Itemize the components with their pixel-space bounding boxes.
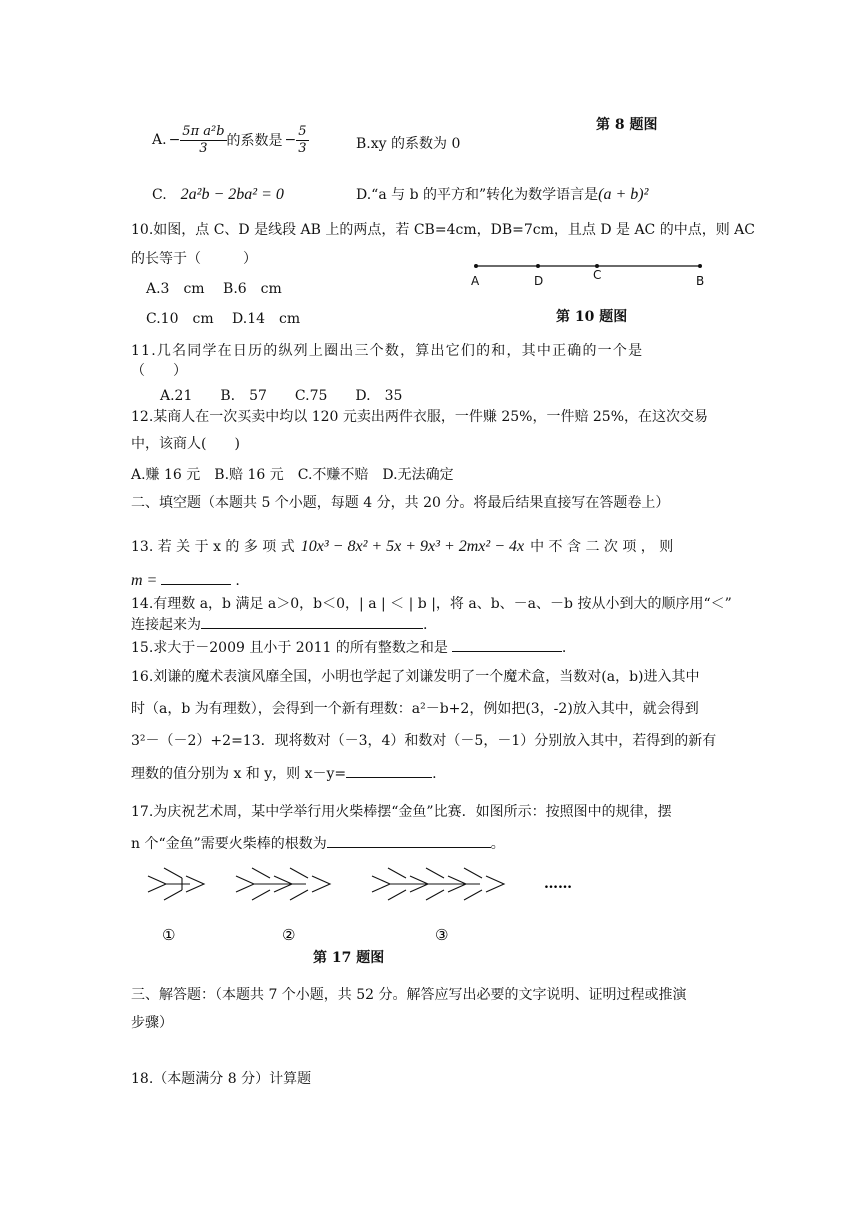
q10-options-ab: A.3 cm B.6 cm	[146, 281, 282, 297]
q16-line1: 16.刘谦的魔术表演风靡全国，小明也学起了刘谦发明了一个魔术盒，当数对(a，b)进入其中	[131, 669, 700, 685]
q9-option-b: B.xy 的系数为 0	[356, 136, 461, 152]
fish-1	[148, 868, 204, 900]
q12-line1: 12.某商人在一次买卖中均以 120 元卖出两件衣服，一件赚 25%，一件赔 25%，在这次交易	[131, 409, 709, 425]
q9-a-fraction: $\frac{\text{5π a²b}}{3}$	[182, 123, 225, 156]
q15-answer-blank[interactable]	[452, 637, 562, 652]
q9-a-prefix: A.	[152, 132, 167, 148]
fish-label-3: ③	[435, 926, 449, 944]
q13-line2: m = .	[131, 572, 240, 589]
label-b: B	[696, 274, 705, 288]
q15: 15.求大于－2009 且小于 2011 的所有整数之和是 .	[131, 637, 566, 657]
q10-options-cd: C.10 cm D.14 cm	[146, 311, 301, 327]
q9-option-a: A. − $\frac{\text{5π a²b}}{3}$ 的系数是 − $\frac{5}{3}$	[152, 123, 307, 156]
q17-line2: n 个“金鱼”需要火柴棒的根数为 。	[131, 833, 505, 853]
point-d	[536, 264, 540, 268]
fish-ellipsis: ……	[544, 876, 572, 892]
fig8-caption: 第 8 题图	[596, 117, 658, 133]
fig17-caption: 第 17 题图	[313, 950, 385, 966]
section3-line1: 三、解答题：（本题共 7 个小题，共 52 分。解答应写出必要的文字说明、证明过程或推演	[131, 987, 687, 1003]
q16-answer-blank[interactable]	[346, 763, 432, 778]
q16-line4: 理数的值分别为 x 和 y，则 x－y= .	[131, 763, 437, 783]
q9-option-d: D.“a 与 b 的平方和”转化为数学语言是 (a + b)²	[356, 186, 649, 203]
q13-answer-blank[interactable]	[161, 570, 231, 585]
q10-line2: 的长等于（ ）	[131, 251, 257, 267]
q9-a-text: 的系数是	[226, 133, 283, 149]
q10-line1: 10.如图，点 C、D 是线段 AB 上的两点，若 CB=4cm，DB=7cm，且点 D 是 AC 的中点，则 AC	[131, 222, 755, 238]
q17-line1: 17.为庆祝艺术周，某中学举行用火柴棒摆“金鱼”比赛．如图所示：按照图中的规律，摆	[131, 804, 672, 820]
q11-options: A.21 B. 57 C.75 D. 35	[160, 388, 403, 404]
q14-line1: 14.有理数 a，b 满足 a＞0，b＜0，| a | ＜ | b |，将 a、b、－a、－b 按从小到大的顺序用“＜”	[131, 596, 732, 612]
fish-label-1: ①	[162, 926, 176, 944]
point-b	[698, 264, 702, 268]
q14-answer-blank[interactable]	[201, 614, 423, 629]
fig10-caption: 第 10 题图	[556, 309, 628, 325]
label-c: C	[593, 268, 602, 282]
q13-polynomial: 10x³ − 8x² + 5x + 9x³ + 2mx² − 4x	[300, 538, 525, 555]
q17-matchstick-figure	[140, 858, 610, 948]
q9-d-expression: (a + b)²	[598, 186, 649, 203]
section3-line2: 步骤）	[131, 1015, 173, 1031]
q12-line2: 中，该商人( )	[131, 436, 240, 452]
q14-line2: 连接起来为 .	[131, 614, 427, 634]
q11-line1: 11.几名同学在日历的纵列上圈出三个数，算出它们的和，其中正确的一个是	[131, 343, 644, 359]
q16-line3: 3²－（－2）+2=13．现将数对（－3，4）和数对（－5，－1）分别放入其中，若得到的新有	[131, 733, 717, 749]
q17-answer-blank[interactable]	[327, 833, 491, 848]
q9-a-fraction2: $\frac{5}{3}$	[298, 123, 307, 156]
fish-3	[372, 868, 504, 900]
point-a	[474, 264, 478, 268]
label-d: D	[534, 274, 544, 288]
q10-segment-figure	[466, 258, 712, 292]
fish-label-2: ②	[282, 926, 296, 944]
q12-options: A.赚 16 元 B.赔 16 元 C.不赚不赔 D.无法确定	[131, 467, 454, 483]
q9-c-expression: 2a²b − 2ba² = 0	[180, 186, 284, 203]
q13-line1: 13. 若 关 于 x 的 多 项 式 10x³ − 8x² + 5x + 9x³ + 2mx² − 4x 中 不 含 二 次 项 ， 则	[131, 538, 674, 555]
q9-option-c: C. 2a²b − 2ba² = 0	[152, 186, 284, 203]
q18-heading: 18.（本题满分 8 分）计算题	[131, 1071, 312, 1087]
q11-line2: （ ）	[131, 363, 187, 379]
section2-heading: 二、填空题（本题共 5 个小题，每题 4 分，共 20 分。将最后结果直接写在答题卷上）	[131, 495, 670, 511]
label-a: A	[471, 274, 480, 288]
q16-line2: 时（a，b 为有理数），会得到一个新有理数：a²－b+2，例如把(3，-2)放入其中，就会得到	[131, 701, 699, 717]
fish-2	[236, 868, 330, 900]
